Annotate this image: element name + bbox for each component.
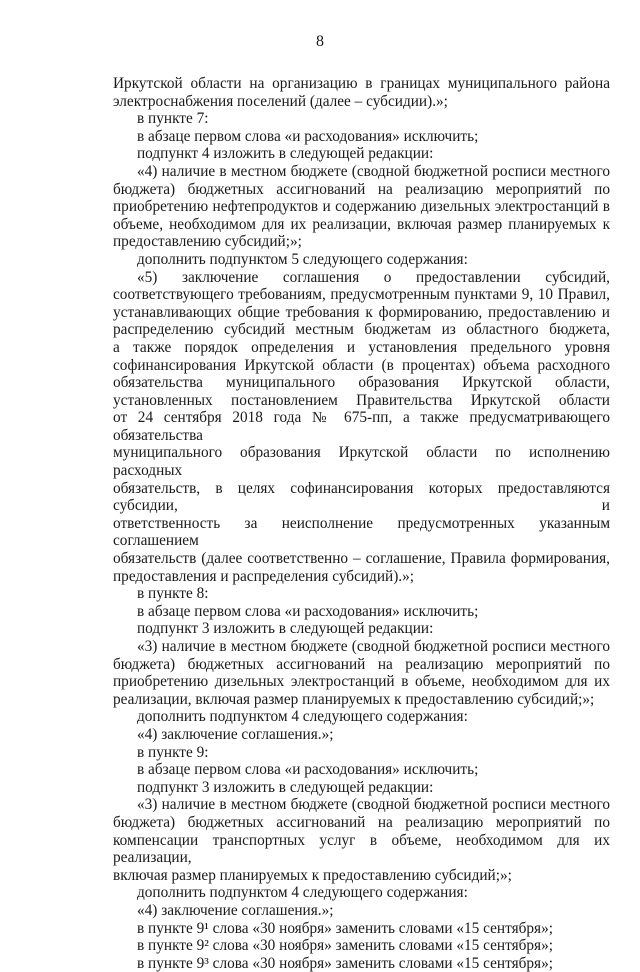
text-line: предоставления и распределения субсидий).»; bbox=[113, 567, 415, 585]
text-line: в абзаце первом слова «и расходования» исключить; bbox=[137, 602, 479, 620]
text-line: установленных постановлением Правительства Иркутской области bbox=[113, 391, 610, 409]
text-line: соответствующего требованиям, предусмотренным пунктами 9, 10 Правил, bbox=[113, 286, 610, 304]
text-line: бюджета) бюджетных ассигнований на реализацию мероприятий по bbox=[113, 180, 610, 198]
text-line: в пункте 9² слова «30 ноября» заменить словами «15 сентября»; bbox=[137, 937, 553, 955]
text-line: обязательств (далее соответственно – соглашение, Правила формирования, bbox=[113, 550, 610, 568]
text-line: «5) заключение соглашения о предоставлении субсидий, bbox=[137, 268, 610, 286]
text-line: включая размер планируемых к предоставлению субсидий;»; bbox=[113, 866, 512, 884]
text-line: дополнить подпунктом 5 следующего содержания: bbox=[137, 250, 468, 268]
text-line: «3) наличие в местном бюджете (сводной бюджетной росписи местного bbox=[137, 638, 610, 655]
text-line: устанавливающих общие требования к формированию, предоставлению и bbox=[113, 303, 610, 321]
text-line: реализации, включая размер планируемых к предоставлению субсидий;»; bbox=[113, 690, 595, 708]
text-line: бюджета) бюджетных ассигнований на реализацию мероприятий по bbox=[113, 655, 610, 673]
text-line: бюджета) бюджетных ассигнований на реализацию мероприятий по bbox=[113, 813, 610, 831]
text-line: в абзаце первом слова «и расходования» исключить; bbox=[137, 127, 479, 145]
text-line: подпункт 4 изложить в следующей редакции: bbox=[137, 145, 434, 163]
text-line: приобретению дизельных электростанций в объеме, необходимом для их bbox=[113, 673, 610, 691]
text-line: ответственность за неисполнение предусмотренных указанным соглашением bbox=[113, 514, 610, 550]
text-line: муниципального образования Иркутской области по исполнению расходных bbox=[113, 444, 610, 480]
text-line: в пункте 8: bbox=[137, 585, 209, 603]
text-line: в пункте 9³ слова «30 ноября» заменить словами «15 сентября»; bbox=[137, 954, 553, 972]
text-line: компенсации транспортных услуг в объеме, необходимом для их реализации, bbox=[113, 831, 610, 867]
text-line: в абзаце первом слова «и расходования» исключить; bbox=[137, 761, 479, 779]
text-line: обязательств, в целях софинансирования которых предоставляются субсидии, и bbox=[113, 479, 610, 515]
text-line: «4) наличие в местном бюджете (сводной бюджетной росписи местного bbox=[137, 162, 610, 180]
text-line: «4) заключение соглашения.»; bbox=[137, 725, 334, 743]
document-body bbox=[113, 75, 610, 972]
text-line: электроснабжения поселений (далее – субсидии).»; bbox=[113, 92, 448, 110]
text-line: распределению субсидий местным бюджетам из областного бюджета, bbox=[113, 321, 610, 339]
text-line: «4) заключение соглашения.»; bbox=[137, 901, 334, 919]
text-line: а также порядок определения и установления предельного уровня bbox=[113, 338, 610, 356]
text-line: обязательства муниципального образования Иркутской области, bbox=[113, 374, 610, 392]
text-line: «3) наличие в местном бюджете (сводной бюджетной росписи местного bbox=[137, 796, 610, 814]
text-line: приобретению нефтепродуктов и содержанию дизельных электростанций в bbox=[113, 198, 610, 216]
text-line: в пункте 7: bbox=[137, 110, 209, 128]
text-line: Иркутской области на организацию в границах муниципального района bbox=[113, 75, 610, 92]
text-line: подпункт 3 изложить в следующей редакции: bbox=[137, 620, 434, 638]
text-line: предоставлению субсидий;»; bbox=[113, 233, 302, 251]
text-line: софинансирования Иркутской области (в процентах) объема расходного bbox=[113, 356, 610, 374]
text-line: дополнить подпунктом 4 следующего содержания: bbox=[137, 884, 468, 902]
text-line: дополнить подпунктом 4 следующего содержания: bbox=[137, 708, 468, 726]
text-line: в пункте 9¹ слова «30 ноября» заменить словами «15 сентября»; bbox=[137, 919, 553, 937]
text-line: в пункте 9: bbox=[137, 743, 209, 761]
text-line: подпункт 3 изложить в следующей редакции: bbox=[137, 778, 434, 796]
text-line: объеме, необходимом для их реализации, включая размер планируемых к bbox=[113, 215, 610, 233]
page-number: 8 bbox=[316, 33, 324, 50]
text-line: от 24 сентября 2018 года № 675-пп, а также предусматривающего обязательства bbox=[113, 409, 610, 444]
